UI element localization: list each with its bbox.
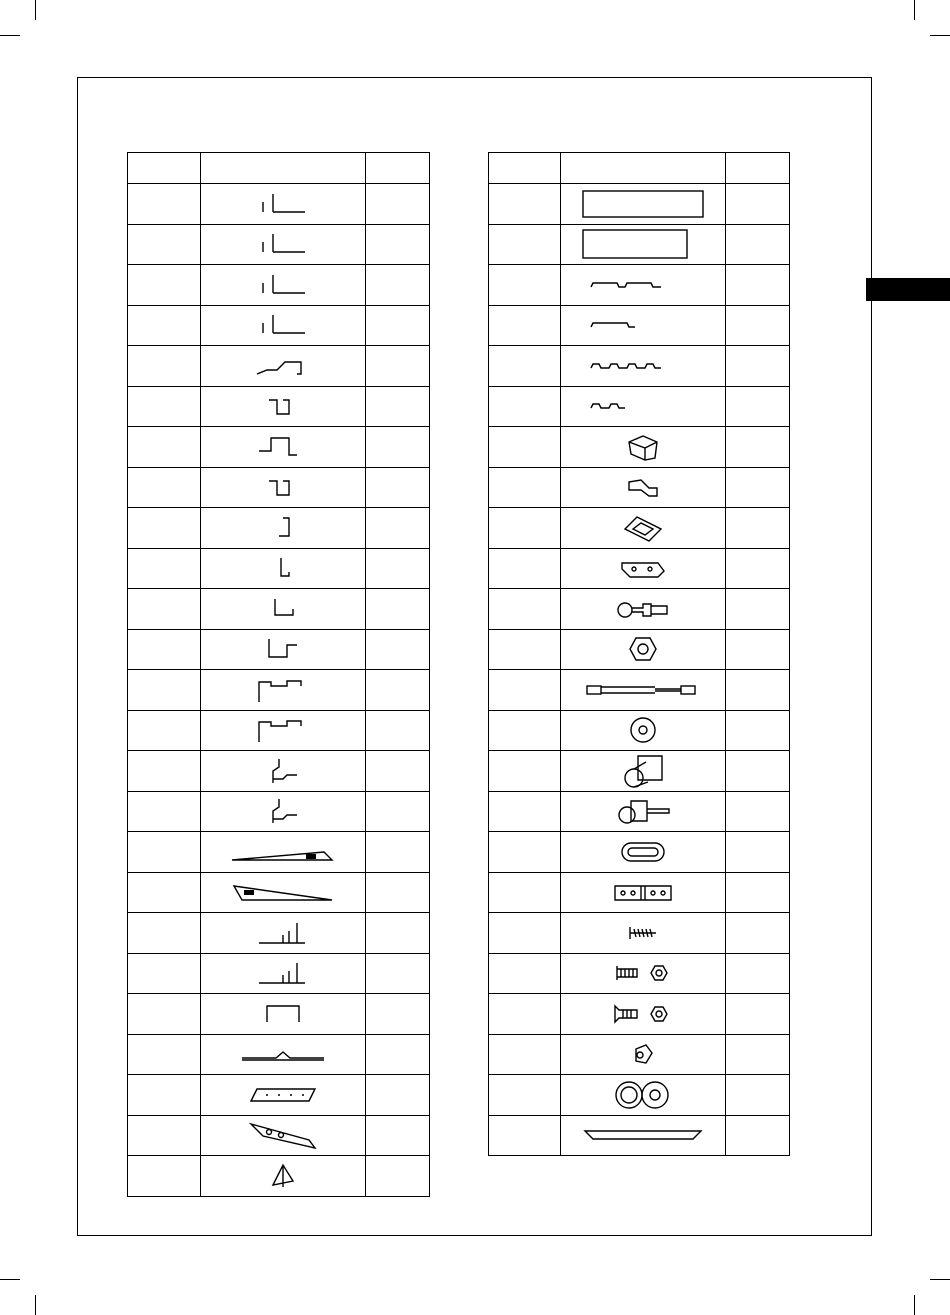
header-cell <box>561 153 726 184</box>
crop-mark <box>0 35 20 36</box>
step-profile-icon <box>201 473 365 501</box>
part-number-cell <box>128 670 201 711</box>
z-profile-icon <box>201 797 365 825</box>
table-row <box>128 427 430 468</box>
u-channel-profile-icon <box>201 595 365 623</box>
part-number-cell <box>128 1075 201 1116</box>
part-illustration-cell <box>561 710 726 751</box>
table-header-row <box>128 153 430 184</box>
table-row <box>489 751 790 792</box>
part-number-cell <box>128 265 201 306</box>
table-row <box>489 305 790 346</box>
quantity-cell <box>366 1075 430 1116</box>
table-row <box>489 1075 790 1116</box>
drip-tray-icon <box>561 1125 725 1145</box>
table-row <box>128 1075 430 1116</box>
part-number-cell <box>489 184 561 225</box>
table-row <box>128 832 430 873</box>
part-number-cell <box>489 224 561 265</box>
part-number-cell <box>489 751 561 792</box>
quantity-cell <box>726 670 790 711</box>
z-profile-icon <box>201 757 365 785</box>
part-number-cell <box>489 1115 561 1156</box>
table-row <box>489 670 790 711</box>
part-illustration-cell <box>201 386 366 427</box>
crop-mark <box>35 1295 36 1315</box>
table-row <box>489 953 790 994</box>
table-row <box>489 1034 790 1075</box>
crop-mark <box>0 1279 20 1280</box>
gable-rafter-right-icon <box>201 838 365 866</box>
track-strip-slotted-icon <box>561 356 725 376</box>
part-illustration-cell <box>561 184 726 225</box>
handle-plate-icon <box>561 555 725 581</box>
quantity-cell <box>366 751 430 792</box>
table-row <box>489 224 790 265</box>
quantity-cell <box>366 467 430 508</box>
slotted-link-icon <box>561 837 725 867</box>
track-strip-long-icon <box>561 275 725 295</box>
corner-bracket-icon <box>201 1161 365 1191</box>
header-cell <box>128 153 201 184</box>
quantity-cell <box>726 508 790 549</box>
part-illustration-cell <box>201 467 366 508</box>
quantity-cell <box>366 265 430 306</box>
table-row <box>489 791 790 832</box>
part-number-cell <box>489 1075 561 1116</box>
l-rail-with-tabs-icon <box>201 919 365 947</box>
quantity-cell <box>726 265 790 306</box>
step-profile-icon <box>201 392 365 420</box>
quantity-cell <box>726 710 790 751</box>
ridge-connector-icon <box>201 1040 365 1068</box>
quantity-cell <box>366 1034 430 1075</box>
table-row <box>128 548 430 589</box>
table-row <box>128 346 430 387</box>
part-number-cell <box>128 224 201 265</box>
part-illustration-cell <box>561 832 726 873</box>
part-illustration-cell <box>561 629 726 670</box>
double-channel-profile-icon <box>201 716 365 744</box>
table-row <box>489 548 790 589</box>
door-knob-small-icon <box>561 795 725 827</box>
track-strip-short-icon <box>561 315 725 335</box>
part-illustration-cell <box>201 1156 366 1197</box>
part-illustration-cell <box>201 265 366 306</box>
part-number-cell <box>489 305 561 346</box>
part-illustration-cell <box>201 224 366 265</box>
part-number-cell <box>489 670 561 711</box>
quantity-cell <box>726 548 790 589</box>
part-number-cell <box>489 791 561 832</box>
part-illustration-cell <box>561 508 726 549</box>
part-number-cell <box>489 548 561 589</box>
l-angle-bracket-icon <box>201 190 365 218</box>
part-number-cell <box>489 994 561 1035</box>
crop-mark <box>914 1295 915 1315</box>
l-angle-bracket-icon <box>201 311 365 339</box>
quantity-cell <box>726 1034 790 1075</box>
part-illustration-cell <box>561 467 726 508</box>
table-row <box>128 508 430 549</box>
quantity-cell <box>726 791 790 832</box>
part-illustration-cell <box>201 791 366 832</box>
quantity-cell <box>726 1115 790 1156</box>
part-illustration-cell <box>201 872 366 913</box>
door-knob-large-icon <box>561 752 725 790</box>
part-number-cell <box>128 346 201 387</box>
table-row <box>489 710 790 751</box>
part-illustration-cell <box>561 427 726 468</box>
bolt-and-nut-icon <box>561 962 725 984</box>
quantity-cell <box>366 832 430 873</box>
part-number-cell <box>489 710 561 751</box>
table-row <box>489 1115 790 1156</box>
part-number-cell <box>128 751 201 792</box>
table-row <box>489 913 790 954</box>
panel-small-icon <box>561 228 725 260</box>
table-row <box>128 751 430 792</box>
quantity-cell <box>366 953 430 994</box>
table-row <box>128 1156 430 1197</box>
header-cell <box>366 153 430 184</box>
parts-table-right <box>488 152 790 1156</box>
ball-stud-icon <box>561 594 725 624</box>
quantity-cell <box>366 670 430 711</box>
quantity-cell <box>726 953 790 994</box>
part-illustration-cell <box>201 629 366 670</box>
quantity-cell <box>366 913 430 954</box>
part-illustration-cell <box>561 872 726 913</box>
table-row <box>128 791 430 832</box>
grommet-pair-icon <box>561 1078 725 1112</box>
c-channel-profile-icon <box>201 554 365 582</box>
part-illustration-cell <box>201 670 366 711</box>
part-number-cell <box>128 305 201 346</box>
u-step-profile-icon <box>201 635 365 663</box>
section-tab-marker <box>866 278 950 301</box>
part-illustration-cell <box>201 1075 366 1116</box>
part-number-cell <box>128 508 201 549</box>
quantity-cell <box>366 1156 430 1197</box>
table-row <box>128 386 430 427</box>
quantity-cell <box>366 508 430 549</box>
part-illustration-cell <box>561 386 726 427</box>
part-number-cell <box>128 1034 201 1075</box>
track-strip-mini-icon <box>561 396 725 416</box>
part-number-cell <box>489 832 561 873</box>
gas-strut-icon <box>561 680 725 700</box>
corner-block-icon <box>561 432 725 462</box>
hex-nut-icon <box>561 634 725 664</box>
part-illustration-cell <box>561 994 726 1035</box>
part-number-cell <box>489 953 561 994</box>
table-row <box>489 994 790 1035</box>
header-cell <box>489 153 561 184</box>
hinge-icon <box>561 880 725 904</box>
table-row <box>128 265 430 306</box>
l-angle-bracket-icon <box>201 271 365 299</box>
part-number-cell <box>128 953 201 994</box>
part-number-cell <box>489 346 561 387</box>
table-row <box>128 1115 430 1156</box>
part-illustration-cell <box>201 913 366 954</box>
part-illustration-cell <box>561 791 726 832</box>
part-illustration-cell <box>201 710 366 751</box>
latch-clip-icon <box>561 474 725 500</box>
offset-step-profile-icon <box>201 352 365 380</box>
part-number-cell <box>489 589 561 630</box>
table-row <box>489 386 790 427</box>
quantity-cell <box>726 224 790 265</box>
table-row <box>489 872 790 913</box>
washer-icon <box>561 715 725 745</box>
part-number-cell <box>128 1115 201 1156</box>
part-number-cell <box>489 265 561 306</box>
part-illustration-cell <box>201 953 366 994</box>
quantity-cell <box>726 994 790 1035</box>
gusset-plate-icon <box>201 1118 365 1152</box>
part-illustration-cell <box>201 184 366 225</box>
quantity-cell <box>366 872 430 913</box>
quantity-cell <box>726 832 790 873</box>
table-row <box>128 224 430 265</box>
part-number-cell <box>128 994 201 1035</box>
part-number-cell <box>489 913 561 954</box>
part-illustration-cell <box>201 832 366 873</box>
part-number-cell <box>489 386 561 427</box>
crop-mark <box>914 0 915 20</box>
table-row <box>489 265 790 306</box>
end-cap-icon <box>561 1041 725 1067</box>
quantity-cell <box>366 1115 430 1156</box>
table-row <box>128 670 430 711</box>
part-illustration-cell <box>561 305 726 346</box>
quantity-cell <box>726 184 790 225</box>
part-number-cell <box>128 589 201 630</box>
part-illustration-cell <box>561 913 726 954</box>
part-number-cell <box>489 467 561 508</box>
l-angle-bracket-icon <box>201 230 365 258</box>
part-number-cell <box>489 629 561 670</box>
gable-rafter-left-icon <box>201 878 365 906</box>
table-row <box>128 467 430 508</box>
l-rail-with-tabs-icon <box>201 959 365 987</box>
perforated-angle-plate-icon <box>201 1081 365 1109</box>
table-header-row <box>489 153 790 184</box>
quantity-cell <box>726 386 790 427</box>
parts-table-left <box>127 152 430 1197</box>
table-row <box>128 629 430 670</box>
u-bracket-icon <box>201 1000 365 1028</box>
quantity-cell <box>366 548 430 589</box>
part-illustration-cell <box>201 751 366 792</box>
part-illustration-cell <box>201 305 366 346</box>
part-illustration-cell <box>201 548 366 589</box>
quantity-cell <box>726 589 790 630</box>
table-row <box>128 710 430 751</box>
table-row <box>128 305 430 346</box>
table-row <box>128 184 430 225</box>
quantity-cell <box>366 994 430 1035</box>
part-illustration-cell <box>561 589 726 630</box>
part-illustration-cell <box>561 224 726 265</box>
quantity-cell <box>366 791 430 832</box>
table-row <box>489 427 790 468</box>
quantity-cell <box>726 629 790 670</box>
table-row <box>489 589 790 630</box>
table-row <box>128 913 430 954</box>
double-channel-profile-icon <box>201 676 365 704</box>
quantity-cell <box>726 305 790 346</box>
crop-mark <box>930 35 950 36</box>
j-channel-profile-icon <box>201 514 365 542</box>
table-row <box>128 1034 430 1075</box>
table-row <box>489 629 790 670</box>
table-row <box>489 467 790 508</box>
quantity-cell <box>366 305 430 346</box>
part-number-cell <box>128 832 201 873</box>
part-illustration-cell <box>201 346 366 387</box>
part-illustration-cell <box>561 1034 726 1075</box>
part-illustration-cell <box>201 1115 366 1156</box>
quantity-cell <box>366 184 430 225</box>
part-illustration-cell <box>561 1115 726 1156</box>
quantity-cell <box>366 589 430 630</box>
table-row <box>128 589 430 630</box>
part-illustration-cell <box>561 346 726 387</box>
quantity-cell <box>366 427 430 468</box>
part-number-cell <box>489 1034 561 1075</box>
part-illustration-cell <box>201 589 366 630</box>
part-illustration-cell <box>561 670 726 711</box>
crop-mark <box>35 0 36 20</box>
quantity-cell <box>726 467 790 508</box>
part-number-cell <box>489 508 561 549</box>
panel-large-icon <box>561 189 725 219</box>
part-number-cell <box>128 467 201 508</box>
part-number-cell <box>128 872 201 913</box>
table-row <box>128 953 430 994</box>
quantity-cell <box>366 224 430 265</box>
table-row <box>489 508 790 549</box>
self-tapping-screw-icon <box>561 923 725 943</box>
part-illustration-cell <box>561 265 726 306</box>
part-number-cell <box>489 427 561 468</box>
quantity-cell <box>366 710 430 751</box>
part-illustration-cell <box>201 994 366 1035</box>
quantity-cell <box>726 751 790 792</box>
table-row <box>489 832 790 873</box>
part-number-cell <box>128 184 201 225</box>
part-illustration-cell <box>561 1075 726 1116</box>
crop-mark <box>930 1279 950 1280</box>
part-number-cell <box>489 872 561 913</box>
header-cell <box>726 153 790 184</box>
part-number-cell <box>128 548 201 589</box>
part-number-cell <box>128 913 201 954</box>
corner-cap-icon <box>561 513 725 543</box>
header-cell <box>201 153 366 184</box>
part-number-cell <box>128 629 201 670</box>
table-row <box>128 994 430 1035</box>
table-row <box>489 346 790 387</box>
quantity-cell <box>726 1075 790 1116</box>
part-number-cell <box>128 791 201 832</box>
quantity-cell <box>366 386 430 427</box>
part-illustration-cell <box>201 508 366 549</box>
quantity-cell <box>726 346 790 387</box>
part-illustration-cell <box>561 953 726 994</box>
table-row <box>489 184 790 225</box>
quantity-cell <box>366 629 430 670</box>
part-number-cell <box>128 427 201 468</box>
quantity-cell <box>726 872 790 913</box>
countersunk-bolt-and-nut-icon <box>561 1003 725 1025</box>
part-number-cell <box>128 386 201 427</box>
part-illustration-cell <box>201 427 366 468</box>
part-illustration-cell <box>561 751 726 792</box>
part-number-cell <box>128 710 201 751</box>
part-number-cell <box>128 1156 201 1197</box>
part-illustration-cell <box>201 1034 366 1075</box>
quantity-cell <box>726 913 790 954</box>
quantity-cell <box>366 346 430 387</box>
table-row <box>128 872 430 913</box>
hat-step-profile-icon <box>201 433 365 461</box>
quantity-cell <box>726 427 790 468</box>
part-illustration-cell <box>561 548 726 589</box>
